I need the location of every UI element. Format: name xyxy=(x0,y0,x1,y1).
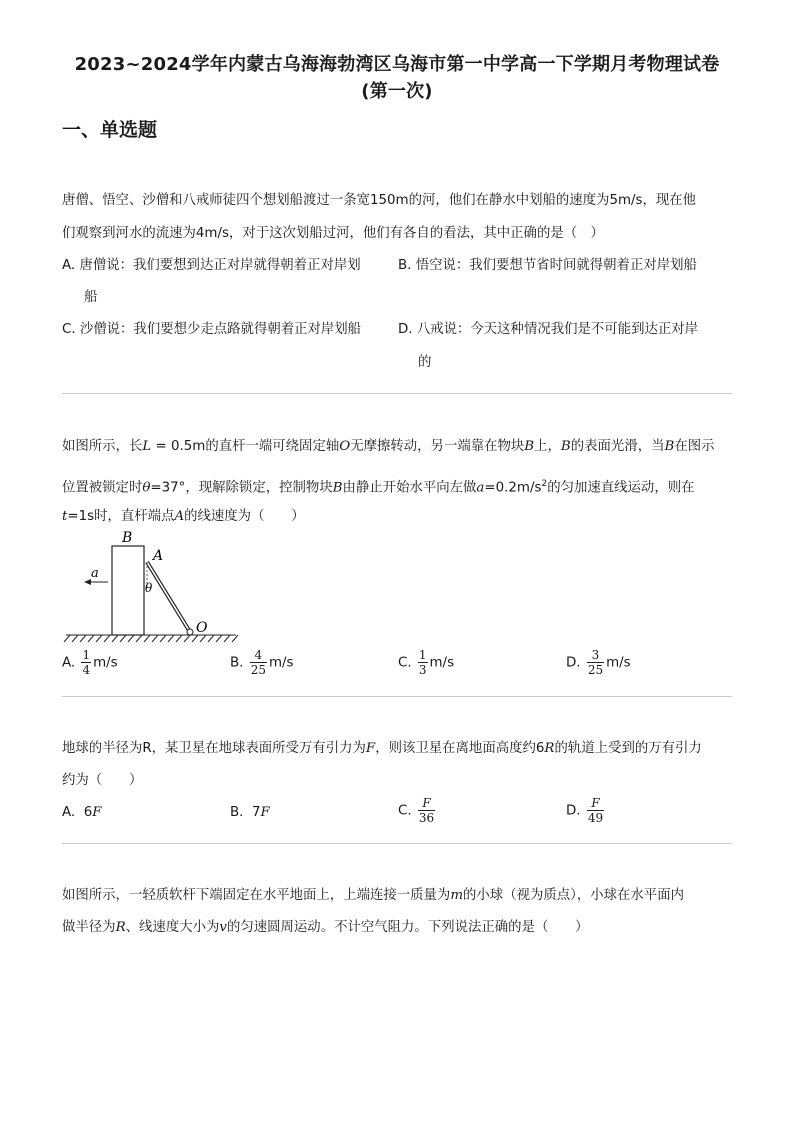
divider xyxy=(62,393,732,394)
q1-option-c[interactable]: C. 沙僧说：我们要想少走点路就得朝着正对岸划船 xyxy=(62,322,362,337)
section-heading: 一、单选题 xyxy=(62,119,158,141)
rod xyxy=(147,562,190,632)
block-b xyxy=(112,546,144,635)
q2-option-d[interactable]: D. $\frac{3}{25}$ m/s xyxy=(566,648,631,677)
label-theta: θ xyxy=(145,581,153,595)
q2-stem-line2: 位置被锁定时θ=37°，现解除锁定，控制物块B由静止开始水平向左做$a=0.2m/s^2$的匀加速直线运动，则在 xyxy=(62,479,695,496)
exam-subtitle: (第一次) xyxy=(361,81,433,102)
q4-stem-line2: 做半径为R、线速度大小为v的匀速圆周运动。不计空气阻力。下列说法正确的是（ ） xyxy=(62,920,589,935)
q1-option-b[interactable]: B. 悟空说：我们要想节省时间就得朝着正对岸划船 xyxy=(398,258,697,273)
label-accel: a xyxy=(91,566,99,581)
q4-stem-line1: 如图所示，一轻质软杆下端固定在水平地面上，上端连接一质量为m的小球（视为质点），小球在水平面内 xyxy=(62,888,684,903)
q1-stem-line2: 们观察到河水的流速为4m/s，对于这次划船过河，他们有各自的看法，其中正确的是（ ） xyxy=(62,226,604,241)
q2-option-a[interactable]: A. $\frac{1}{4}$ m/s xyxy=(62,648,118,677)
q3-option-b[interactable]: B. 7F xyxy=(230,805,270,820)
pivot-o xyxy=(187,629,193,635)
divider xyxy=(62,843,732,844)
q3-option-a[interactable]: A. 6F xyxy=(62,805,102,820)
exam-title: 2023~2024学年内蒙古乌海海勃湾区乌海市第一中学高一下学期月考物理试卷 xyxy=(74,54,720,75)
q2-option-c[interactable]: C. $\frac{1}{3}$ m/s xyxy=(398,648,455,677)
q1-option-a-cont: 船 xyxy=(84,290,98,305)
q1-option-d[interactable]: D. 八戒说：今天这种情况我们是不可能到达正对岸 xyxy=(398,322,699,337)
q1-option-a[interactable]: A. 唐僧说：我们要想到达正对岸就得朝着正对岸划 xyxy=(62,258,361,273)
divider xyxy=(62,696,732,697)
q3-stem-line2: 约为（ ） xyxy=(62,773,143,788)
q2-figure xyxy=(60,528,245,648)
q2-stem-line3: t=1s时，直杆端点A的线速度为（ ） xyxy=(62,509,305,524)
q2-stem-line1: 如图所示，长L = 0.5m的直杆一端可绕固定轴O无摩擦转动，另一端靠在物块B上，B的表面光滑，当B在图示 xyxy=(62,439,715,454)
q2-option-b[interactable]: B. $\frac{4}{25}$ m/s xyxy=(230,648,294,677)
q1-stem-line1: 唐僧、悟空、沙僧和八戒师徒四个想划船渡过一条宽150m的河，他们在静水中划船的速度为5m/s，现在他 xyxy=(62,193,697,208)
q3-option-c[interactable]: C. $\frac{F}{36}$ xyxy=(398,796,435,825)
q3-option-d[interactable]: D. $\frac{F}{49}$ xyxy=(566,796,604,825)
q3-stem-line1: 地球的半径为R，某卫星在地球表面所受万有引力为F，则该卫星在离地面高度约6R的轨道上受到的万有引力 xyxy=(62,741,702,756)
ground-hatch xyxy=(64,635,238,642)
q1-option-d-cont: 的 xyxy=(418,355,432,370)
label-o: O xyxy=(196,620,208,636)
label-a: A xyxy=(153,548,164,564)
label-b: B xyxy=(122,530,133,546)
